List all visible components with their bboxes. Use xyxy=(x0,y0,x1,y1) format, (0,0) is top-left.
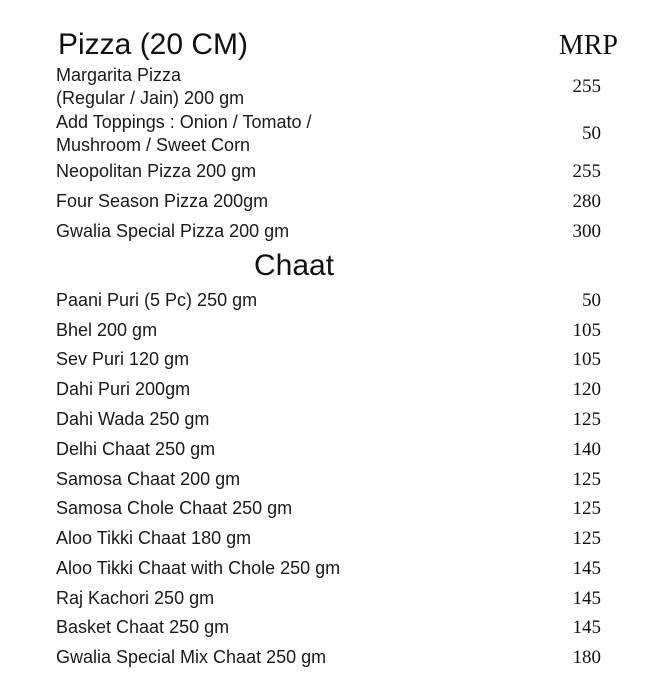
menu-item-name: Gwalia Special Pizza 200 gm xyxy=(56,221,290,241)
menu-item-price: 180 xyxy=(572,647,601,668)
menu-item xyxy=(56,220,610,244)
menu-item xyxy=(56,587,610,611)
menu-item-name: Raj Kachori 250 gm xyxy=(56,588,215,608)
menu-item xyxy=(56,497,610,521)
menu-item xyxy=(56,527,610,551)
menu-item xyxy=(56,408,610,432)
menu-item-name: Basket Chaat 250 gm xyxy=(56,617,230,637)
menu-item xyxy=(56,348,610,372)
menu-item xyxy=(56,289,610,313)
menu-item xyxy=(56,319,610,343)
menu-item-name: Aloo Tikki Chaat 180 gm xyxy=(56,528,252,548)
menu-item-name: Neopolitan Pizza 200 gm xyxy=(56,161,257,181)
menu-item xyxy=(56,190,610,214)
menu-item-price: 120 xyxy=(572,379,601,400)
menu-item-price: 105 xyxy=(572,320,601,341)
menu-item-price: 50 xyxy=(582,290,601,311)
menu-item xyxy=(56,160,610,184)
menu-item xyxy=(56,468,610,492)
menu-item-price: 300 xyxy=(572,221,601,242)
menu-item-name: Paani Puri (5 Pc) 250 gm xyxy=(56,290,258,310)
menu-item xyxy=(56,111,610,157)
menu-item-name: Margarita Pizza (Regular / Jain) 200 gm xyxy=(56,65,245,108)
menu-item-price: 125 xyxy=(572,498,601,519)
menu-item-price: 255 xyxy=(572,161,601,182)
menu-item-price: 255 xyxy=(572,76,601,97)
menu-item-name: Delhi Chaat 250 gm xyxy=(56,439,216,459)
menu-item-price: 145 xyxy=(572,588,601,609)
menu-item xyxy=(56,646,610,670)
menu-item-name: Gwalia Special Mix Chaat 250 gm xyxy=(56,647,327,667)
menu-item xyxy=(56,378,610,402)
menu-item-price: 145 xyxy=(572,617,601,638)
menu-item-name: Samosa Chaat 200 gm xyxy=(56,469,241,489)
menu-item-price: 125 xyxy=(572,409,601,430)
menu-item-name: Aloo Tikki Chaat with Chole 250 gm xyxy=(56,558,341,578)
menu-item-name: Dahi Wada 250 gm xyxy=(56,409,210,429)
menu-item-price: 125 xyxy=(572,469,601,490)
menu-item xyxy=(56,64,610,110)
menu-item xyxy=(56,438,610,462)
menu-item-price: 105 xyxy=(572,349,601,370)
menu-item-price: 145 xyxy=(572,558,601,579)
menu-item-name: Dahi Puri 200gm xyxy=(56,379,191,399)
menu-item-name: Bhel 200 gm xyxy=(56,320,158,340)
menu-item xyxy=(56,557,610,581)
menu-item-name: Add Toppings : Onion / Tomato / Mushroom / Sweet Corn xyxy=(56,112,312,155)
menu-item-name: Sev Puri 120 gm xyxy=(56,349,190,369)
menu-item-name: Four Season Pizza 200gm xyxy=(56,191,269,211)
menu-item-price: 140 xyxy=(572,439,601,460)
menu-item xyxy=(56,616,610,640)
menu-item-price: 125 xyxy=(572,528,601,549)
pizza-section-title: Pizza (20 CM) xyxy=(58,28,249,61)
price-column-header: MRP xyxy=(558,30,618,61)
menu-item-price: 50 xyxy=(582,123,601,144)
menu-item-price: 280 xyxy=(572,191,601,212)
menu-item-name: Samosa Chole Chaat 250 gm xyxy=(56,498,293,518)
chaat-section-title: Chaat xyxy=(254,249,335,282)
